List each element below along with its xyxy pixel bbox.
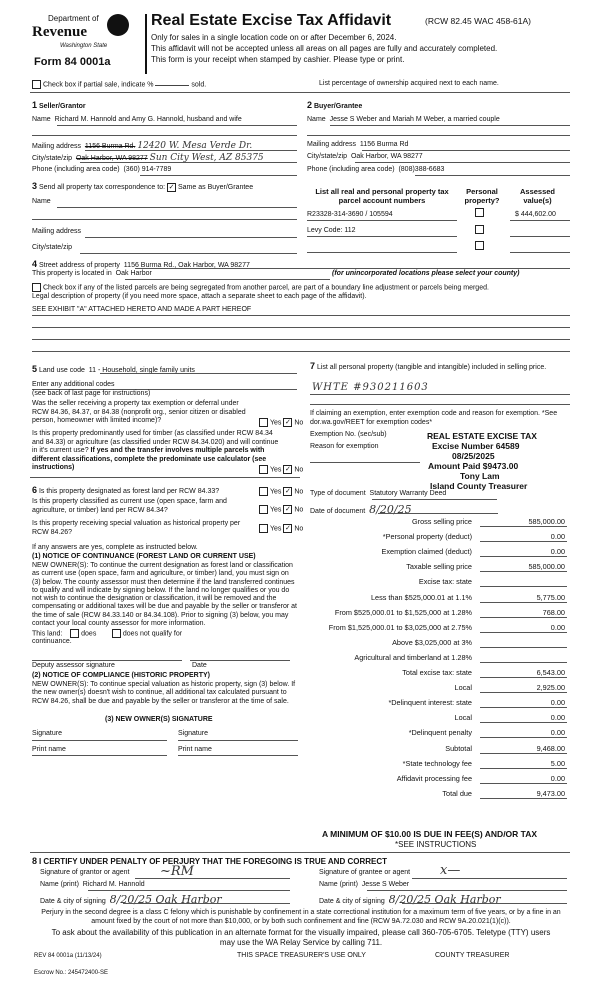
minimum-note: A MINIMUM OF $10.00 IS DUE IN FEE(S) AND/OR TAX: [322, 829, 538, 839]
parcel-table-col3: Assessed value(s): [519, 187, 556, 205]
tax-row-label: Above $3,025,000 at 3%: [392, 638, 472, 647]
see-instructions: *SEE INSTRUCTIONS: [395, 840, 477, 849]
s6-q2: Is this property classified as current use (open space, farm and agriculture, or timber) land per RCW 84.34?: [32, 498, 227, 514]
buyer-mailing[interactable]: 1156 Burma Rd: [359, 141, 409, 148]
tax-row-label: Subtotal: [445, 744, 472, 753]
tax-row-value[interactable]: 9,473.00: [536, 789, 565, 798]
buyer-mailing-row: Mailing address 1156 Burma Rd: [307, 141, 409, 148]
tax-row-value[interactable]: 0.00: [550, 728, 565, 737]
section3-heading: 3 Send all property tax correspondence to: ✓ Same as Buyer/Grantee: [32, 181, 254, 191]
tax-row-label: Local: [454, 713, 472, 722]
tax-row-label: *Delinquent penalty: [408, 728, 472, 737]
tax-row-value[interactable]: 0.00: [550, 713, 565, 722]
stamp-line-1: REAL ESTATE EXCISE TAX: [427, 431, 537, 441]
seller-city-hand: Sun City West, AZ 85375: [149, 153, 264, 163]
unincorp-note: (for unincorporated locations please select your county): [332, 270, 520, 277]
segregated-row: Check box if any of the listed parcels are being segregated from another parcel, are part of a boundary line adjustment or parcels being merged.: [32, 283, 489, 292]
tax-row-label: Affidavit processing fee: [396, 774, 472, 783]
tax-row-line: [480, 647, 567, 648]
form-number: Form 84 0001a: [34, 56, 111, 68]
dept-name: Revenue: [32, 24, 87, 40]
tax-row-label: Exemption claimed (deduct): [381, 547, 472, 556]
grantee-sig-label: Signature of grantee or agent: [319, 869, 411, 876]
stamp-line-2: Excise Number 64589: [432, 441, 520, 451]
street-row: 4 Street address of property 1156 Burma Rd., Oak Harbor, WA 98277: [32, 259, 250, 269]
personal-property-hand: WHTE #930211603: [312, 382, 429, 393]
personal-property-checkbox-2[interactable]: [475, 225, 484, 234]
tax-row-line: [480, 556, 567, 557]
s3-mailing-label: Mailing address: [32, 228, 82, 235]
tax-row-line: [480, 586, 567, 587]
s5-q1: Was the seller receiving a property tax exemption or deferral under RCW 84.36, 84.37, or 84.38 (nonprofit org., senior citizen or disabled person, homeowner with limited income)?: [32, 400, 246, 424]
s6-q3-answer: Yes ✓ No: [259, 524, 303, 533]
grantor-signature: ~RM: [160, 864, 194, 879]
print-label-2: Print name: [178, 746, 212, 753]
seller-mailing-struck: 1156 Burma Rd.: [84, 143, 136, 150]
doc-type[interactable]: Statutory Warranty Deed: [369, 490, 447, 497]
s5-q2-answer: Yes ✓ No: [259, 465, 303, 474]
tax-row-line: [480, 571, 567, 572]
tax-row-line: [480, 737, 567, 738]
segregated-checkbox[interactable]: [32, 283, 41, 292]
tax-row-line: [480, 662, 567, 663]
partial-sale-sold: sold.: [191, 81, 207, 89]
seller-heading: 1 Seller/Grantor: [32, 100, 86, 110]
sig-label-1: Signature: [32, 730, 62, 737]
seller-mailing-hand: 12420 W. Mesa Verde Dr.: [137, 141, 253, 151]
buyer-phone-row: Phone (including area code) (808)388-6683: [307, 166, 445, 173]
s3-city-label: City/state/zip: [32, 244, 73, 251]
grantor-name-row: Name (print) Richard M. Hannold: [40, 881, 145, 888]
notice1-title: (1) NOTICE OF CONTINUANCE (FOREST LAND OR CURRENT USE): [32, 553, 256, 560]
stamp-line-5: Tony Lam: [460, 471, 500, 481]
seller-phone-row: Phone (including area code) (360) 914-7789: [32, 166, 172, 173]
tax-row-line: [480, 602, 567, 603]
stamp-line-3: 08/25/2025: [452, 451, 495, 461]
tax-row-label: Taxable selling price: [406, 562, 472, 571]
tax-row-value[interactable]: 585,000.00: [528, 517, 565, 526]
stamp-line-6: Island County Treasurer: [430, 481, 528, 491]
deputy-date-label: Date: [192, 662, 207, 669]
buyer-city[interactable]: Oak Harbor, WA 98277: [350, 153, 423, 160]
buyer-name[interactable]: Jesse S Weber and Mariah M Weber, a married couple: [329, 116, 500, 123]
tax-row-line: [480, 753, 567, 754]
parcel-table-col1: List all real and personal property tax parcel account numbers: [315, 187, 449, 205]
property-street[interactable]: 1156 Burma Rd., Oak Harbor, WA 98277: [123, 262, 250, 269]
tax-row-line: [480, 768, 567, 769]
s5-q2: Is this property predominantly used for timber (as classified under RCW 84.34 and 84.33) or agriculture (as classified under RCW 84.34.020) and will continue in it's current use? If yes and the transfer involves multiple parcels with different classifications, complete the predominate use calculator (see instructions): [32, 430, 279, 471]
reason-label: Reason for exemption: [310, 443, 379, 450]
grantee-name-row: Name (print) Jesse S Weber: [319, 881, 410, 888]
doc-type-row: Type of document Statutory Warranty Deed: [310, 490, 447, 497]
parcel-table-col2: Personal property?: [464, 187, 500, 205]
tax-row-value[interactable]: 0.00: [550, 774, 565, 783]
tax-row-value[interactable]: 0.00: [550, 623, 565, 632]
tax-row-value[interactable]: 585,000.00: [528, 562, 565, 571]
tax-row-label: Excise tax: state: [418, 577, 472, 586]
grantor-date-row: Date & city of signing 8/20/25 Oak Harbor: [40, 893, 222, 906]
deputy-label: Deputy assessor signature: [32, 662, 115, 669]
sig-label-2: Signature: [178, 730, 208, 737]
s6-q1-answer: Yes ✓ No: [259, 487, 303, 496]
tax-row-value[interactable]: 5,775.00: [536, 593, 565, 602]
tax-row-value[interactable]: 768.00: [542, 608, 565, 617]
tax-row-value[interactable]: 0.00: [550, 698, 565, 707]
stamp-line-4: Amount Paid $9473.00: [428, 461, 519, 471]
property-city[interactable]: Oak Harbor: [115, 270, 152, 277]
perjury-notice: Perjury in the second degree is a class C felony which is punishable by confinement in a state correctional institution for a maximum term of five years, or by a fine in an amount fixed by the court of not more than $10,000, or by both such confinement and fine (RCW 9A.72.030 and RCW 9A.20.021(1)(c)).: [41, 909, 561, 925]
header-note1: Only for sales in a single location code on or after December 6, 2024.: [151, 33, 397, 42]
seller-city-row: City/state/zip Oak Harbor, WA 98277 Sun City West, AZ 85375: [32, 153, 264, 163]
partial-sale-row: [32, 80, 206, 89]
additional-note: (see back of last page for instructions): [32, 390, 151, 397]
tax-row-value[interactable]: 2,925.00: [536, 683, 565, 692]
this-land-row: This land: does does not qualify for: [32, 630, 183, 638]
grantor-date[interactable]: 8/20/25 Oak Harbor: [109, 893, 222, 906]
alt-format-note: To ask about the availability of this publication in an alternate format for the visually impaired, please call 360-705-6705. Teletype (TTY) users may use the WA Relay Service by calling 711.: [51, 928, 551, 947]
s6-q1: 6 Is this property designated as forest land per RCW 84.33?: [32, 485, 220, 495]
s5-q1-answer: Yes ✓ No: [259, 418, 303, 427]
grantor-sig-label: Signature of grantor or agent: [40, 869, 130, 876]
s8-heading: 8 I CERTIFY UNDER PENALTY OF PERJURY THAT THE FOREGOING IS TRUE AND CORRECT: [32, 856, 387, 866]
new-owner-sig-title: (3) NEW OWNER(S) SIGNATURE: [105, 716, 213, 723]
dept-line1: Department of: [48, 14, 99, 23]
notice1-body: NEW OWNER(S): To continue the current designation as forest land or classification as current use (open space, farm and agriculture, or timber) land, you must sign on (3) below. The county assessor must then determine if the land transferred continues to qualify and will indicate by signing below. If the land no longer qualifies or you do not wish to continue the designation or classification, it will be removed and the compensating or additional taxes will be due and payable by the seller or transferor at the time of sale (RCW 84.33.140 or 84.34.108). Prior to signing (3) below, you may contact your local county assessor for more information.: [32, 562, 297, 628]
grantor-name[interactable]: Richard M. Hannold: [82, 881, 145, 888]
tax-row-value[interactable]: 9,468.00: [536, 744, 565, 753]
additional-codes: Enter any additional codes: [32, 381, 115, 388]
tax-row-line: [480, 541, 567, 542]
escrow-number: Escrow No.: 245472400-SE: [34, 970, 109, 976]
tax-row-value[interactable]: 5.00: [550, 759, 565, 768]
tax-row-line: [480, 617, 567, 618]
seller-city-struck: Oak Harbor, WA 98277: [75, 155, 148, 162]
buyer-city-row: City/state/zip Oak Harbor, WA 98277: [307, 153, 423, 160]
buyer-heading: 2 Buyer/Grantee: [307, 100, 363, 110]
buyer-name-row: Name Jesse S Weber and Mariah M Weber, a married couple: [307, 116, 500, 123]
dept-logo-icon: [107, 14, 129, 36]
legal-label: Legal description of property (if you need more space, attach a separate sheet to each page of the affidavit).: [32, 293, 367, 300]
seller-mailing-row: Mailing address 1156 Burma Rd. 12420 W. Mesa Verde Dr.: [32, 141, 253, 151]
form-title: Real Estate Excise Tax Affidavit: [151, 12, 392, 29]
land-use-row: 5 Land use code 11 - Household, single family units: [32, 364, 195, 374]
grantee-date[interactable]: 8/20/25 Oak Harbor: [388, 893, 501, 906]
header-note3: This form is your receipt when stamped by cashier. Please type or print.: [151, 55, 405, 64]
form-citation: (RCW 82.45 WAC 458-61A): [425, 16, 531, 26]
personal-property-checkbox-3[interactable]: [475, 241, 484, 250]
land-use-code[interactable]: 11 - Household, single family units: [88, 367, 195, 374]
tax-row-line: [480, 692, 567, 693]
doc-date[interactable]: 8/20/25: [369, 503, 412, 516]
tax-row-label: Local: [454, 683, 472, 692]
tax-row-line: [480, 783, 567, 784]
parcel-number[interactable]: R23328-314-3690 / 105594: [307, 211, 393, 218]
located-row: This property is located in Oak Harbor: [32, 270, 152, 277]
grantee-signature: x—: [440, 863, 461, 878]
tax-row-value[interactable]: 0.00: [550, 532, 565, 541]
personal-property-checkbox-1[interactable]: [475, 208, 484, 217]
print-label-1: Print name: [32, 746, 66, 753]
s6-q3: Is this property receiving special valuation as historical property per RCW 84.26?: [32, 520, 241, 536]
tax-row-line: [480, 722, 567, 723]
buyer-phone[interactable]: (808)388-6683: [398, 166, 445, 173]
assessed-value[interactable]: $ 444,602.00: [515, 211, 556, 218]
partial-sale-label: Check box if partial sale, indicate %: [43, 81, 154, 89]
dept-state: Washington State: [60, 43, 108, 49]
s3-name-label: Name: [32, 198, 51, 205]
notice2-body: NEW OWNER(S): To continue special valuation as historic property, sign (3) below. If the new owner(s) doesn't wish to continue, all additional tax calculated pursuant to RCW 84.26, shall be due and payable by the seller or transferor at the time of sale.: [32, 681, 296, 705]
s6-q2-answer: Yes ✓ No: [259, 505, 303, 514]
tax-row-line: [480, 632, 567, 633]
rev-number: REV 84 0001a (11/13/24): [34, 953, 102, 959]
tax-row-line: [480, 677, 567, 678]
tax-row-value[interactable]: 6,543.00: [536, 668, 565, 677]
continuance-label: continuance.: [32, 638, 72, 645]
s6-if-yes: If any answers are yes, complete as instructed below.: [32, 544, 198, 551]
exemption-no-label: Exemption No. (sec/sub): [310, 431, 387, 438]
county-treasurer: COUNTY TREASURER: [435, 952, 510, 959]
tax-row-label: *Personal property (deduct): [382, 532, 472, 541]
grantee-date-row: Date & city of signing 8/20/25 Oak Harbor: [319, 893, 501, 906]
tax-row-label: *Delinquent interest: state: [388, 698, 472, 707]
same-as-buyer-checkbox[interactable]: ✓: [168, 183, 175, 191]
tax-row-value[interactable]: 0.00: [550, 547, 565, 556]
doc-date-row: Date of document 8/20/25: [310, 503, 412, 516]
tax-row-label: *State technology fee: [402, 759, 472, 768]
seller-name-row: Name Richard M. Hannold and Amy G. Hannold, husband and wife: [32, 116, 242, 123]
partial-sale-checkbox[interactable]: [32, 80, 41, 89]
s7-heading: 7 List all personal property (tangible and intangible) included in selling price.: [310, 361, 547, 371]
tax-row-line: [480, 526, 567, 527]
tax-row-line: [480, 798, 567, 799]
treasurer-use-only: THIS SPACE TREASURER'S USE ONLY: [237, 952, 366, 959]
tax-row-label: Total due: [442, 789, 472, 798]
legal-description[interactable]: SEE EXHIBIT "A" ATTACHED HERETO AND MADE A PART HEREOF: [32, 306, 252, 313]
tax-row-label: Less than $525,000.01 at 1.1%: [370, 593, 472, 602]
levy-code: Levy Code: 112: [307, 227, 356, 234]
tax-row-line: [480, 707, 567, 708]
ownership-note: List percentage of ownership acquired next to each name.: [319, 80, 499, 87]
header-note2: This affidavit will not be accepted unless all areas on all pages are fully and accurately completed.: [151, 44, 498, 53]
tax-row-label: From $1,525,000.01 to $3,025,000 at 2.75%: [328, 623, 472, 632]
grantee-name[interactable]: Jesse S Weber: [361, 881, 410, 888]
tax-row-label: Agricultural and timberland at 1.28%: [354, 653, 472, 662]
tax-row-label: Total excise tax: state: [402, 668, 472, 677]
notice2-title: (2) NOTICE OF COMPLIANCE (HISTORIC PROPERTY): [32, 672, 210, 679]
tax-row-label: Gross selling price: [411, 517, 472, 526]
seller-name[interactable]: Richard M. Hannold and Amy G. Hannold, husband and wife: [54, 116, 242, 123]
exemption-intro: If claiming an exemption, enter exemption code and reason for exemption. *See dor.wa.gov/REET for exemption codes*: [310, 410, 558, 426]
seller-phone[interactable]: (360) 914-7789: [123, 166, 172, 173]
tax-row-label: From $525,000.01 to $1,525,000 at 1.28%: [334, 608, 472, 617]
